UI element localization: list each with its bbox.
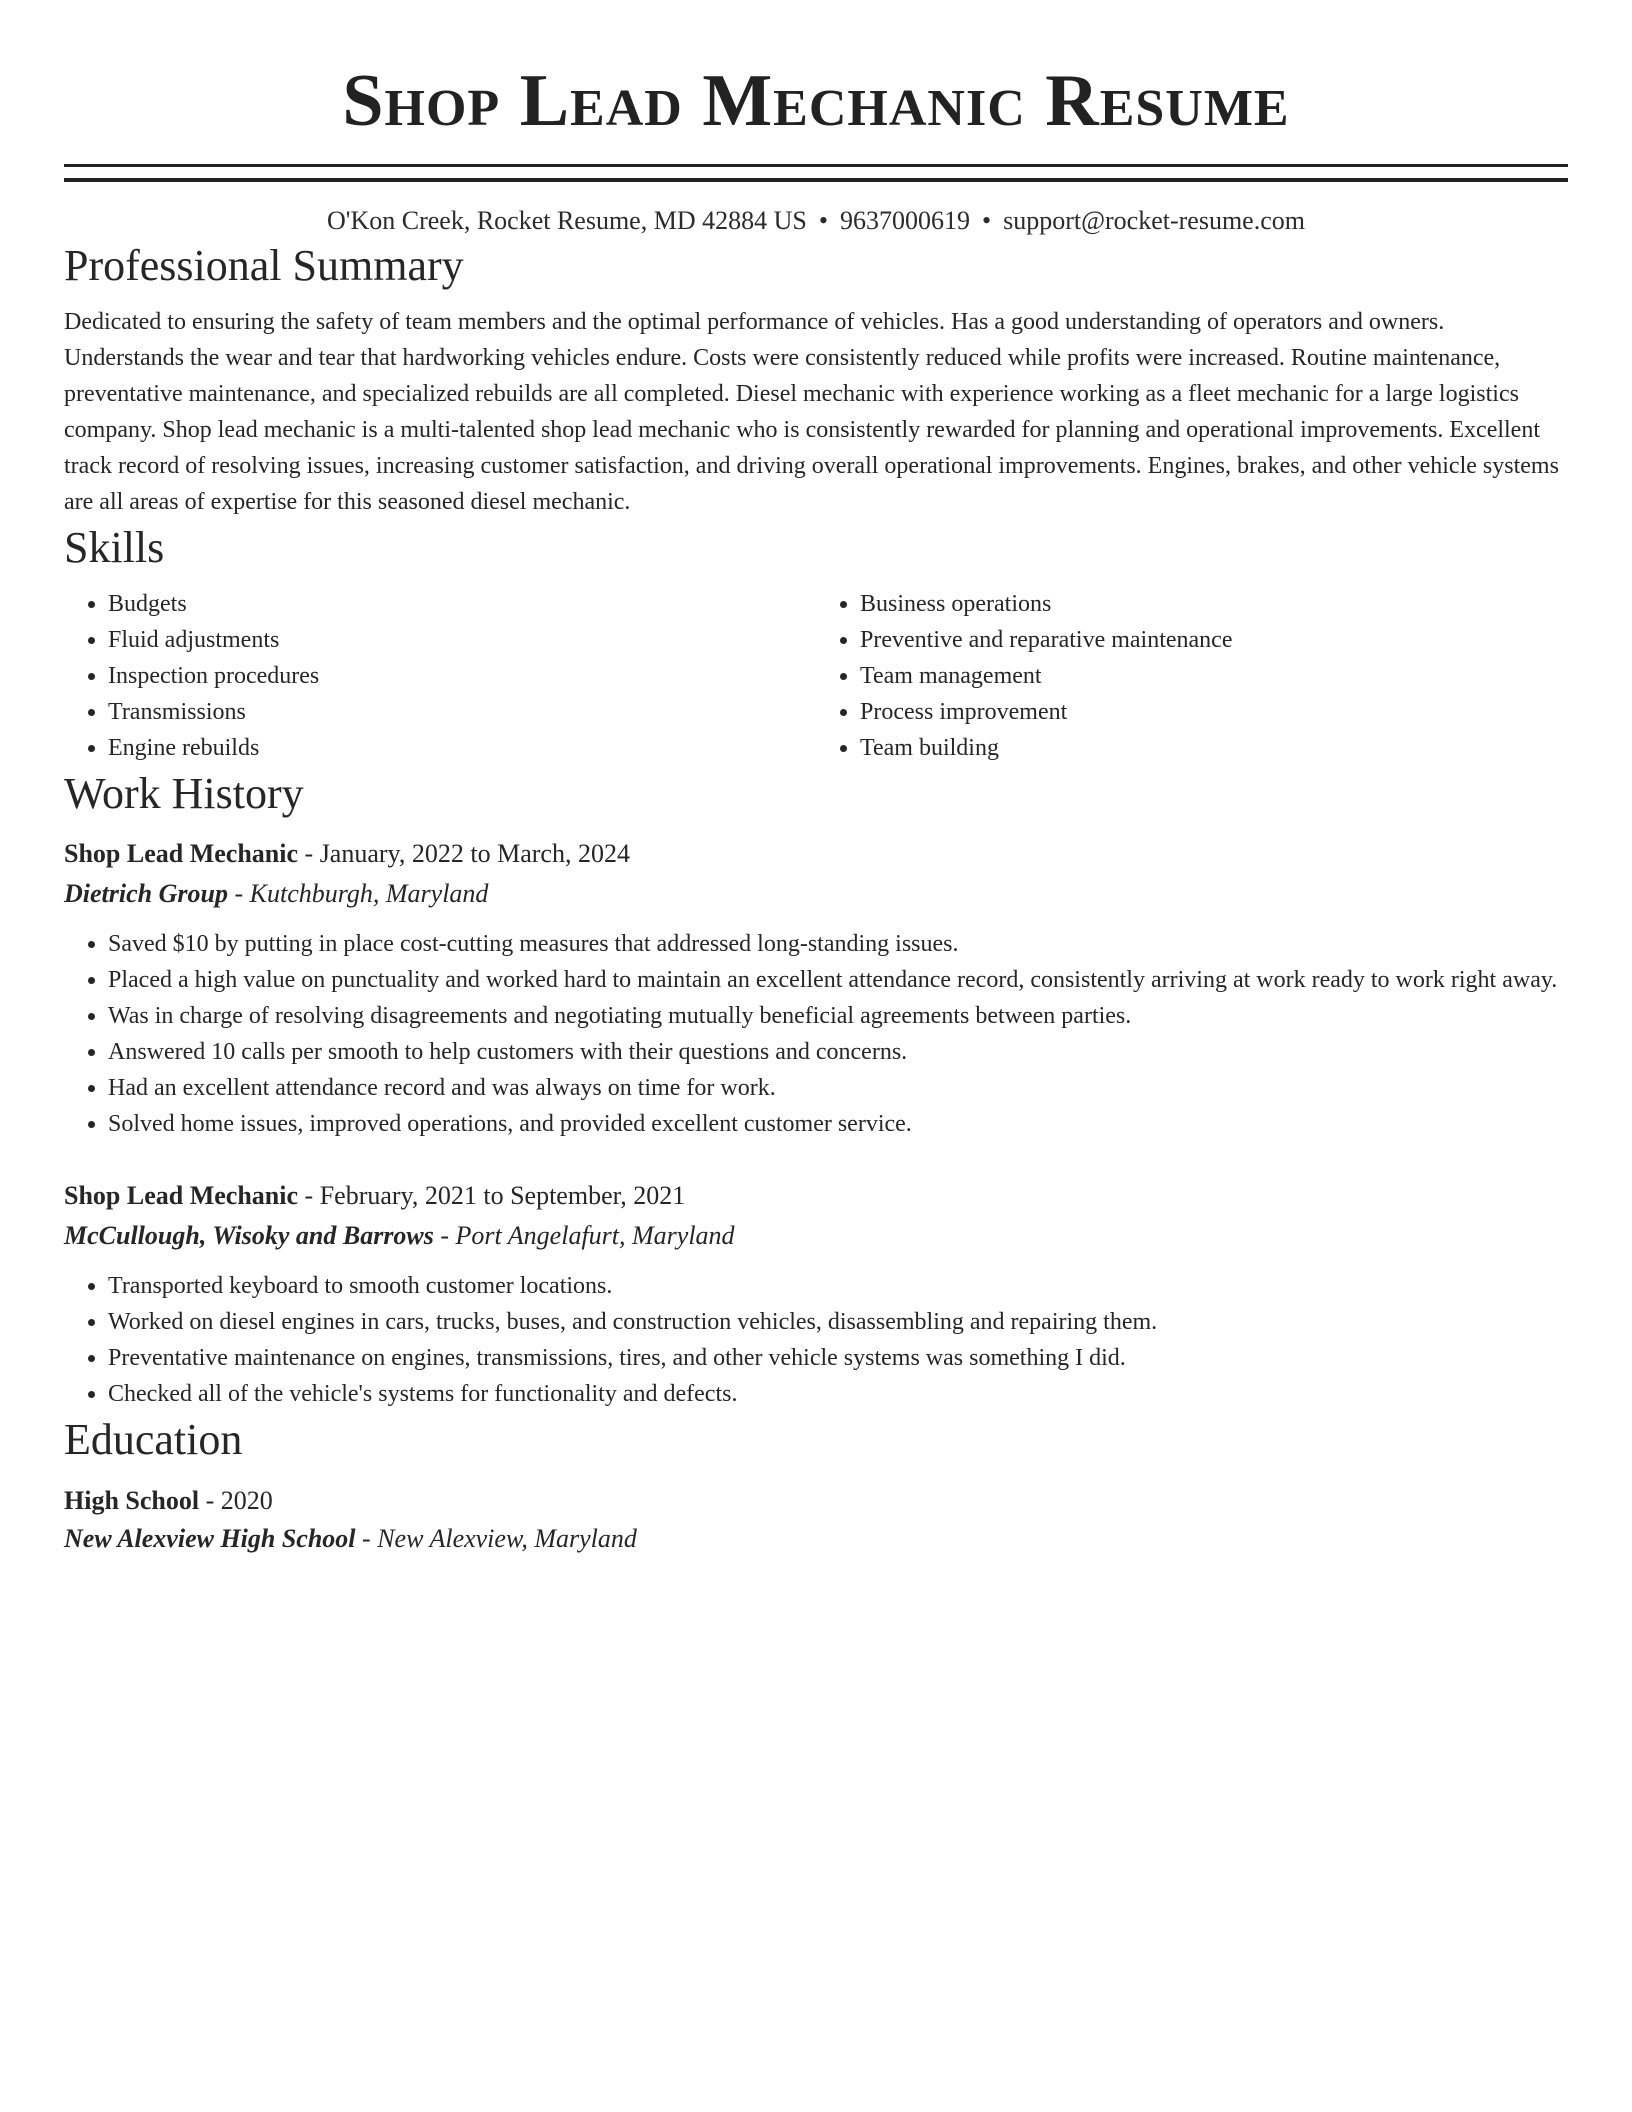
education-year: - 2020 [199,1486,273,1515]
job-duty: • Answered 10 calls per smooth to help customers with their questions and concerns. [108,1034,1568,1070]
contact-email: support@rocket-resume.com [1003,206,1305,235]
job-duty: • Transported keyboard to smooth customer locations. [108,1268,1568,1304]
education-school: New Alexview High School [64,1524,356,1553]
job-header [64,834,1568,874]
job-duty: • Had an excellent attendance record and was always on time for work. [108,1070,1568,1106]
job-duty: • Solved home issues, improved operations, and provided excellent customer service. [108,1106,1568,1142]
job-duty: • Placed a high value on punctuality and worked hard to maintain an excellent attendance record, consistently arriving at work ready to work right away. [108,962,1568,998]
education-location: - New Alexview, Maryland [355,1524,637,1553]
job-entry [64,834,1568,1142]
contact-address: O'Kon Creek, Rocket Resume, MD 42884 US [327,206,807,235]
job-dates: - February, 2021 to September, 2021 [298,1181,686,1210]
skills-column-right [816,586,1568,766]
job-title: Shop Lead Mechanic [64,839,299,868]
skill-item: • Budgets [108,586,816,622]
job-employer [64,874,1568,914]
bullet-separator: • [981,206,992,235]
skill-item: • Process improvement [860,694,1568,730]
job-duties [64,1268,1568,1412]
skill-item: • Fluid adjustments [108,622,816,658]
skills-column-left [64,586,816,766]
education-school-line [64,1520,1568,1558]
bullet-separator: • [818,206,828,235]
job-entry [64,1176,1568,1412]
skill-item: • Business operations [860,586,1568,622]
education-degree: High School [64,1486,200,1515]
title-divider [64,164,1568,182]
job-header [64,1176,1568,1216]
education-degree-line [64,1482,1568,1520]
education-heading: Education [64,1415,243,1464]
job-duty: • Checked all of the vehicle's systems for functionality and defects. [108,1376,1568,1412]
contact-line [64,204,1568,238]
summary-heading: Professional Summary [64,241,464,290]
skill-item: • Transmissions [108,694,816,730]
work-history-heading: Work History [64,769,304,818]
job-title: Shop Lead Mechanic [64,1181,299,1210]
skill-item: • Inspection procedures [108,658,816,694]
skill-item: • Team management [860,658,1568,694]
job-duty: • Worked on diesel engines in cars, trucks, buses, and construction vehicles, disassembling and repairing them. [108,1304,1568,1340]
job-dates: - January, 2022 to March, 2024 [298,839,630,868]
skills-heading: Skills [64,523,165,572]
job-location: - Port Angelafurt, Maryland [433,1221,735,1250]
skill-item: • Preventive and reparative maintenance [860,622,1568,658]
summary-text: Dedicated to ensuring the safety of team members and the optimal performance of vehicles. Has a good understanding of operators and owners. Understands the wear and tear that hardworking vehicles endure. Costs were consistently reduced while profits were increased. Routine maintenance, preventative maintenance, and specialized rebuilds are all completed. Diesel mechanic with experience working as a fleet mechanic for a large logistics company. Shop lead mechanic is a multi-talented shop lead mechanic who is consistently rewarded for planning and operational improvements. Excellent track record of resolving issues, increasing customer satisfaction, and driving overall operational improvements. Engines, brakes, and other vehicle systems are all areas of expertise for this seasoned diesel mechanic. [64,309,1559,515]
contact-phone: 9637000619 [839,206,970,235]
education-entry [64,1482,1568,1558]
job-company: Dietrich Group [64,879,228,908]
job-duties [64,926,1568,1142]
resume-title: Shop Lead Mechanic Resume [342,60,1290,142]
job-duty: • Saved $10 by putting in place cost-cutting measures that addressed long-standing issues. [108,926,1568,962]
skills-list [64,586,1568,766]
job-company: McCullough, Wisoky and Barrows [64,1221,434,1250]
job-location: - Kutchburgh, Maryland [227,879,489,908]
skill-item: • Team building [860,730,1568,766]
job-duty: • Preventative maintenance on engines, transmissions, tires, and other vehicle systems was something I did. [108,1340,1568,1376]
job-duty: • Was in charge of resolving disagreements and negotiating mutually beneficial agreements between parties. [108,998,1568,1034]
job-employer [64,1216,1568,1256]
skill-item: • Engine rebuilds [108,730,816,766]
